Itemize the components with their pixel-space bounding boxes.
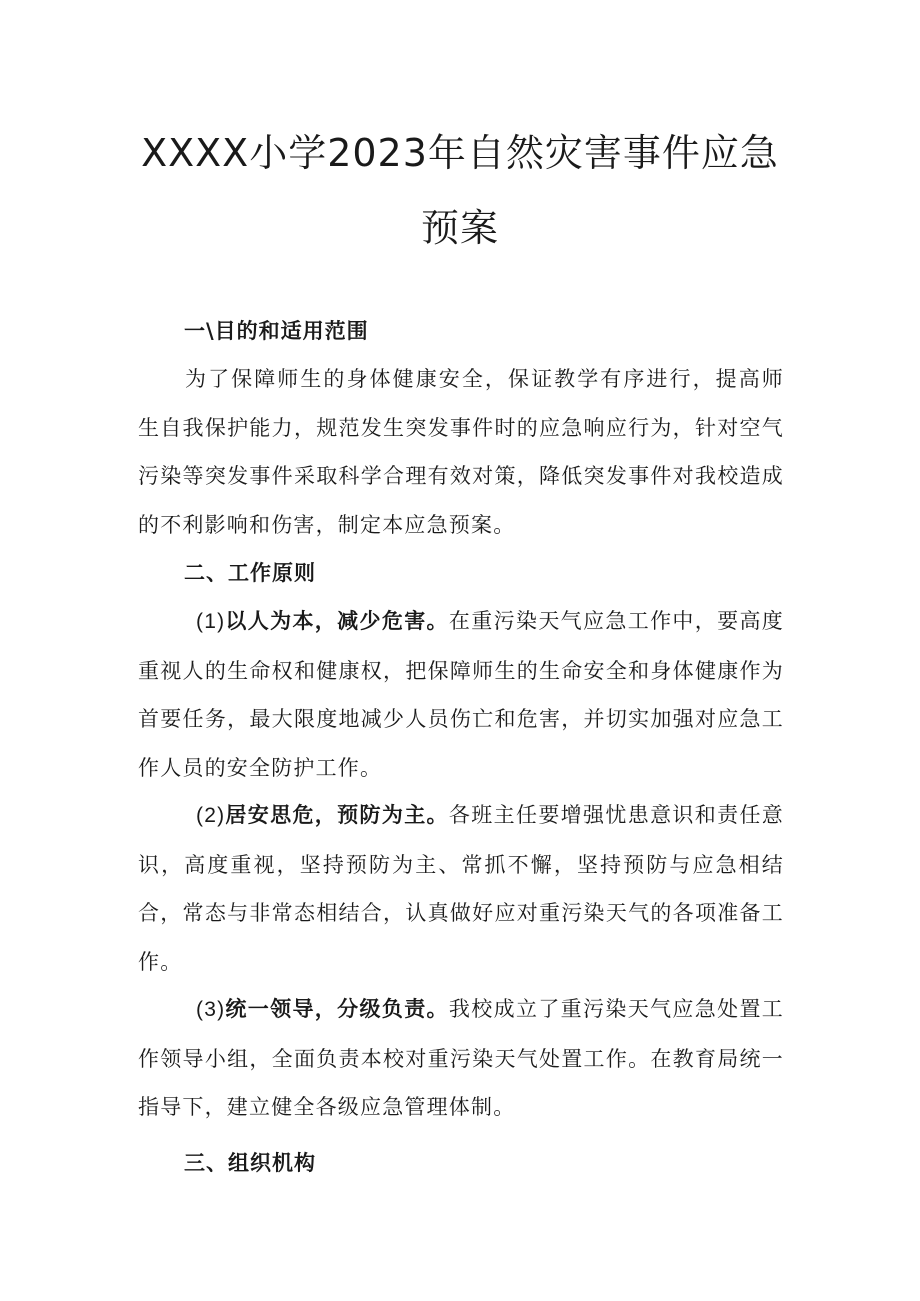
principle-number: (3) [196, 998, 226, 1021]
document-title-line1: XXXX小学2023年自然灾害事件应急 [141, 131, 779, 175]
principle-item-2 [138, 791, 784, 986]
principle-item-1 [138, 597, 784, 792]
principle-text: 各班主任要增强忧患意识和责任意识，高度重视，坚持预防为主、常抓不懈，坚持预防与应急相结合，常态与非常态相结合，认真做好应对重污染天气的各项准备工作。 [138, 803, 785, 974]
principle-item-3 [138, 985, 784, 1132]
principle-lead: 以人为本，减少危害。 [225, 609, 449, 633]
section-heading-principles: 二、工作原则 [184, 561, 316, 585]
principle-text: 在重污染天气应急工作中，要高度重视人的生命权和健康权，把保障师生的生命安全和身体健康作为首要任务，最大限度地减少人员伤亡和危害，并切实加强对应急工作人员的安全防护工作。 [138, 609, 785, 780]
section-heading-purpose: 一\目的和适用范围 [184, 319, 369, 343]
principle-number: (2) [196, 804, 226, 827]
principle-lead: 统一领导，分级负责。 [225, 997, 449, 1021]
section-heading-organization: 三、组织机构 [184, 1151, 316, 1175]
principle-lead: 居安思危，预防为主。 [225, 803, 449, 827]
principle-number: (1) [196, 610, 226, 633]
section-paragraph-purpose: 为了保障师生的身体健康安全，保证教学有序进行，提高师生自我保护能力，规范发生突发事件时的应急响应行为，针对空气污染等突发事件采取科学合理有效对策，降低突发事件对我校造成的不利影响和伤害，制定本应急预案。 [138, 367, 784, 537]
principle-text: 我校成立了重污染天气应急处置工作领导小组，全面负责本校对重污染天气处置工作。在教育局统一指导下，建立健全各级应急管理体制。 [138, 997, 785, 1119]
document-title-line2: 预案 [420, 206, 499, 250]
